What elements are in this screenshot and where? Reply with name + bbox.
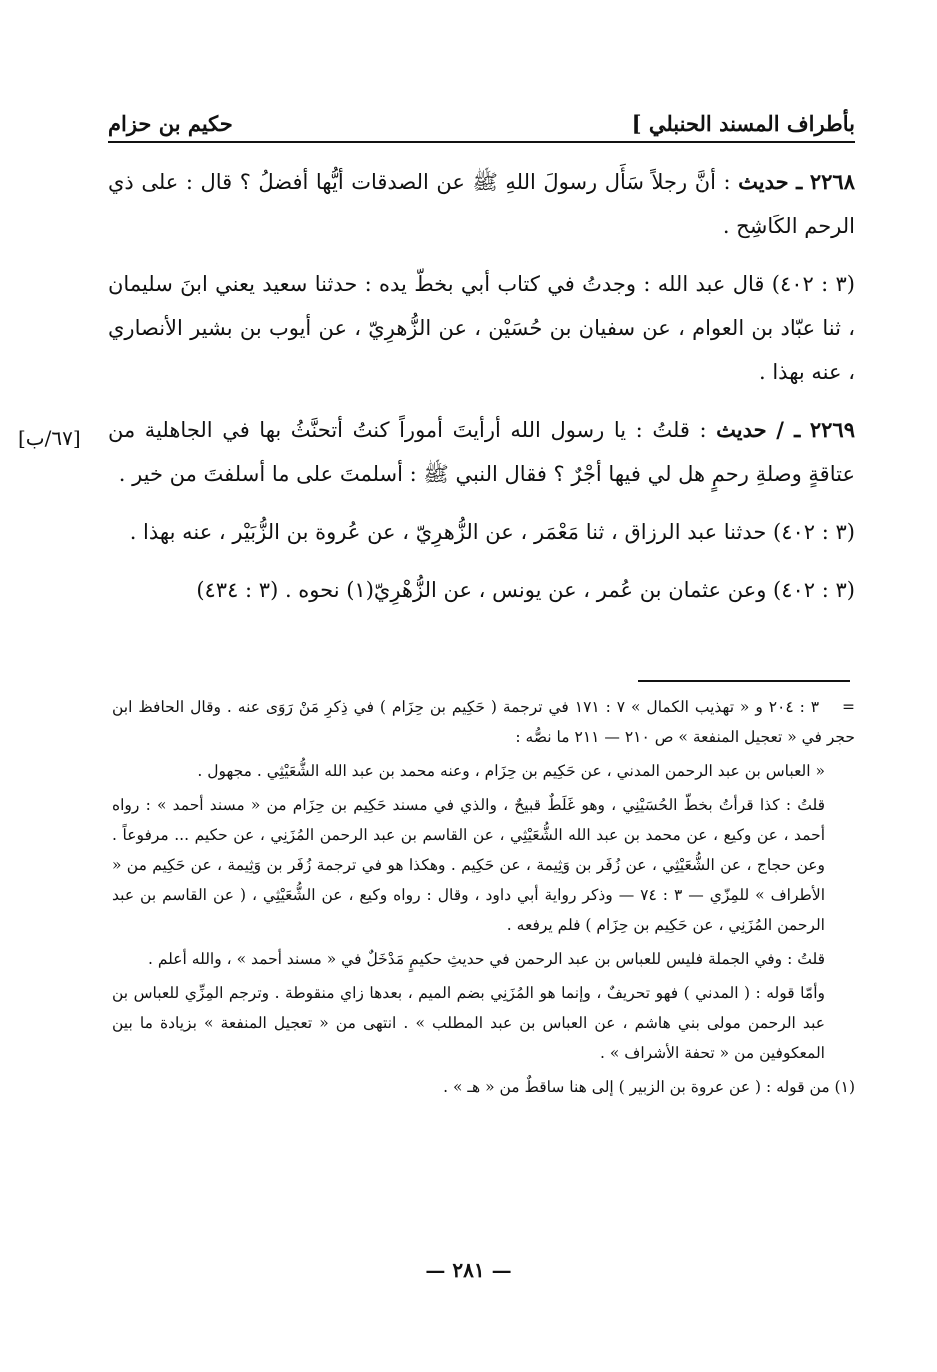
hadith-entry [108,408,855,496]
hadith-dash: ـ / [776,417,801,442]
hadith-dash: ـ [796,169,803,194]
footnote-note: (١) من قوله : ( عن عروة بن الزبير ) إلى هنا ساقطٌ من « هـ » . [443,1078,855,1096]
isnad-chain: (٣ : ٤٠٢) وعن عثمان بن عُمر ، عن يونس ، عن الزُّهْرِيّ(١) نحوه . (٣ : ٤٣٤) [196,578,855,602]
page-number: — ٢٨١ — [425,1258,512,1282]
footnote-paragraph: قلتُ : كذا قرأتُ بخطّ الحُسَيْنِي ، وهو غَلَطٌ قبيحٌ ، والذي في مسند حَكِيم بن حِزَام من « مسند أحمد » : رواه أحمد ، عن وكيع ، عن محمد بن عبد الله الشُّعَيْثِي ، عن القاسم بن عبد الرحمن المُزَنِي ، عن حكيم ... مرفوعاً . وعن حجاج ، عن الشُّعَيْثِي ، عن زُفَر بن وَثِيمة ، عن حَكِيم . وهكذا هو في ترجمة زُفَر بن وَثِيمة ، عن حَكِيم من « الأطراف » للمِزّي — ٣ : ٧٤ — وذكر رواية أبي داود ، وقال : رواه وكيع ، عن الشُّعَيْثِي ، ( عن القاسم بن عبد الرحمن المُزَنِي ، عن حَكِيم بن حِزَام ) فلم يرفعه . [112,796,825,934]
footnote-paragraph: قلتُ : وفي الجملة فليس للعباس بن عبد الرحمن في حديثِ حكيمٍ مَدْخَلٌ في « مسند أحمد » ، والله أعلم . [147,950,825,968]
running-header [108,96,855,136]
hadith-entry [108,160,855,248]
hadith-number: ٢٢٦٩ [809,417,855,442]
footnote-paragraph: وأمّا قوله : ( المدني ) فهو تحريفٌ ، وإنما هو المُزَنِي بضم الميم ، بعدها زاي منقوطة . وترجم المِزِّي للعباس بن عبد الرحمن مولى بني هاشم ، عن العباس بن عبد المطلب » . انتهى من « تعجيل المنفعة » بزيادة ما بين المعكوفين من « تحفة الأشراف » . [112,984,825,1062]
footnote-continuation [112,692,855,752]
hadith-label: حديث [716,417,767,442]
isnad-chain: (٣ : ٤٠٢) قال عبد الله : وجدتُ في كتاب أبي بخطّ يده : حدثنا سعيد يعني ابنَ سليمان ، ثنا عبّاد بن العوام ، عن سفيان بن حُسَيْن ، عن الزُّهرِيّ ، عن أيوب بن بشير الأنصاري ، عنه بهذا . [108,272,855,384]
hadith-text: : أنَّ رجلاً سَأَل رسولَ اللهِ ﷺ عن الصدقات أيُّها أفضلُ ؟ قال : على ذي الرحم الكَاشِح . [108,170,855,238]
header-chapter-title: حكيم بن حزام [108,111,233,136]
header-section-title: بأطراف المسند الحنبلي ] [631,111,855,136]
isnad-chain: (٣ : ٤٠٢) حدثنا عبد الرزاق ، ثنا مَعْمَر ، عن الزُّهرِيّ ، عن عُروة بن الزُّبَيْر ، عنه بهذا . [129,520,855,544]
hadith-text: : قلتُ : يا رسول الله أرأيتَ أموراً كنتُ أتحنَّثُ بها في الجاهلية من عتاقةٍ وصلةِ رحمٍ هل لي فيها أجْرٌ ؟ فقال النبي ﷺ : أسلمتَ على ما أسلفتَ من خير . [108,418,855,486]
footnote-text: ٣ : ٢٠٤ و « تهذيب الكمال » ٧ : ١٧١ في ترجمة ( حَكِيم بن حِزَام ) في ذِكرِ مَنْ رَوَى عنه . وقال الحافظ ابن حجر في « تعجيل المنفعة » ص ٢١٠ — ٢١١ ما نصُّه : [112,698,855,746]
footnote-quote: « العباس بن عبد الرحمن المدني ، عن حَكِيم بن حِزَام ، وعنه محمد بن عبد الله الشُّعَيْثِي . مجهول . [197,762,825,780]
manuscript-folio-marker: [٦٧/ب] [18,426,81,450]
hadith-number: ٢٢٦٨ [809,169,855,194]
footnotes [112,692,855,1106]
hadith-label: حديث [738,169,789,194]
header-divider [108,141,855,143]
main-text [108,160,855,626]
continuation-mark: = [842,698,856,716]
footnote-divider [638,680,850,682]
